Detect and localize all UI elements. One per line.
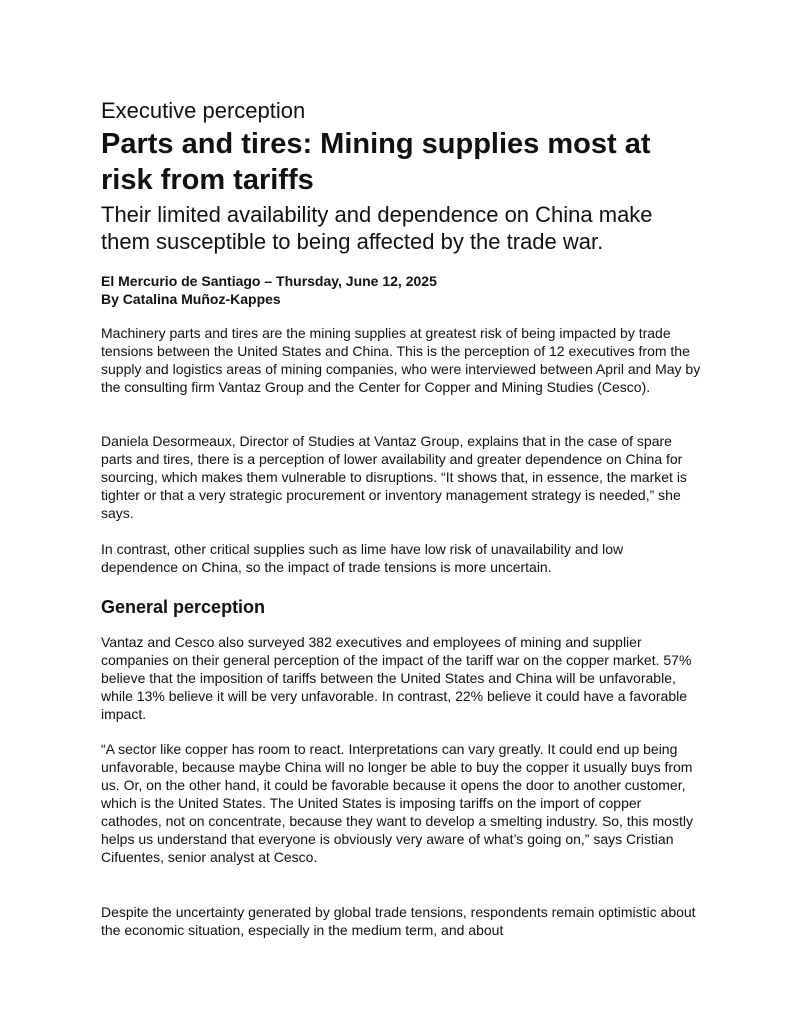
article-subtitle: Their limited availability and dependence on China make them susceptible to being affected by the trade war. (101, 202, 653, 254)
paragraph-1: Machinery parts and tires are the mining supplies at greatest risk of being impacted by trade tensions between the United States and China. This is the perception of 12 executives from the supply and logistics areas of mining companies, who were interviewed between April and May by the consulting firm Vantaz Group and the Center for Copper and Mining Studies (Cesco). (101, 325, 701, 395)
section-heading: General perception (101, 597, 266, 617)
article-kicker: Executive perception (101, 98, 306, 123)
article-title: Parts and tires: Mining supplies most at risk from tariffs (101, 128, 651, 196)
paragraph-3: In contrast, other critical supplies such as lime have low risk of unavailability and low dependence on China, so the impact of trade tensions is more uncertain. (101, 541, 624, 575)
section-paragraph-2: “A sector like copper has room to react. Interpretations can vary greatly. It could end up being unfavorable, because maybe China will no longer be able to buy the copper it usually buys from us. Or, on the other hand, it could be favorable because it opens the door to another customer, which is the United States. The United States is imposing tariffs on the import of copper cathodes, not on concentrate, because they want to develop a smelting industry. So, this mostly helps us understand that everyone is obviously very aware of what’s going on,” says Cristian Cifuentes, senior analyst at Cesco. (101, 741, 693, 865)
section-paragraph-1: Vantaz and Cesco also surveyed 382 executives and employees of mining and supplier companies on their general perception of the impact of the tariff war on the copper market. 57% believe that the imposition of tariffs between the United States and China will be unfavorable, while 13% believe it will be very unfavorable. In contrast, 22% believe it could have a favorable impact. (101, 634, 692, 722)
author: By Catalina Muñoz-Kappes (101, 291, 281, 307)
byline (101, 272, 437, 308)
source-date: El Mercurio de Santiago – Thursday, June 12, 2025 (101, 273, 437, 289)
paragraph-2: Daniela Desormeaux, Director of Studies at Vantaz Group, explains that in the case of spare parts and tires, there is a perception of lower availability and greater dependence on China for sourcing, which makes them vulnerable to disruptions. “It shows that, in essence, the market is tighter or that a very strategic procurement or inventory management strategy is needed,” she says. (101, 433, 687, 521)
section-paragraph-3: Despite the uncertainty generated by global trade tensions, respondents remain optimistic about the economic situation, especially in the medium term, and about (101, 904, 696, 938)
